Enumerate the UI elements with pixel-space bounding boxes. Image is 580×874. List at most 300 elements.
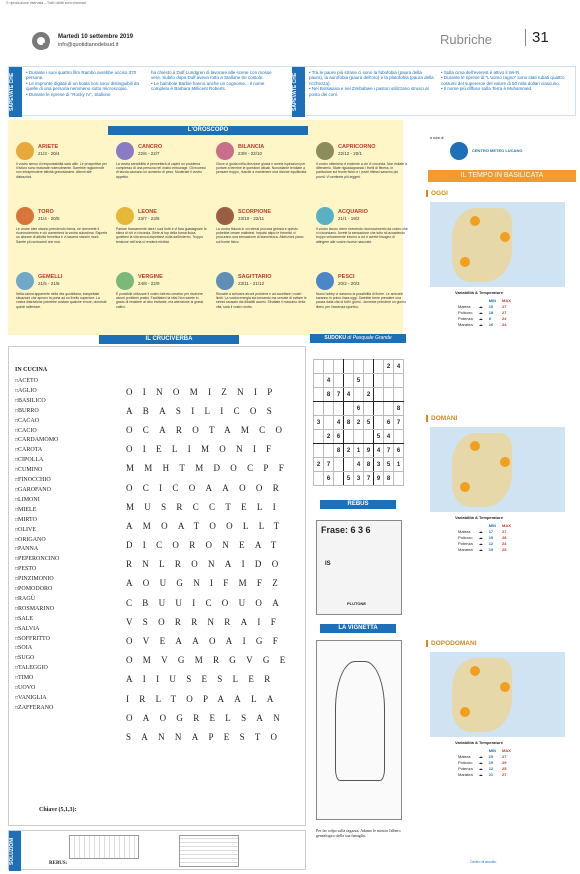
grid-row-letters: OIELIMONIF — [126, 444, 282, 455]
cartoon-title: LA VIGNETTA — [320, 624, 396, 633]
sudoku-cell[interactable]: 8 — [384, 472, 394, 486]
sudoku-cell[interactable] — [314, 472, 324, 486]
sudoku-cell[interactable] — [374, 374, 384, 388]
sudoku-cell[interactable]: 3 — [374, 458, 384, 472]
grid-row-letters: OCICOAAOOR — [126, 482, 290, 493]
sudoku-cell[interactable] — [324, 416, 334, 430]
rebus-frase: Frase: 6 3 6 — [321, 525, 371, 535]
land-area — [452, 208, 512, 282]
grid-row-letters: MUSRCCTELI — [126, 501, 287, 512]
grid-row-letters: AIIUSESLER — [126, 674, 281, 685]
temp-max: 24 — [502, 321, 507, 327]
sign-dates: 20/2 - 20/3 — [338, 281, 360, 286]
sudoku-cell[interactable]: 9 — [374, 472, 384, 486]
sudoku-cell[interactable]: 2 — [344, 444, 354, 458]
word-list-item: □ ROSMARINO — [15, 605, 59, 615]
grid-row — [121, 727, 301, 746]
weather-title: IL TEMPO IN BASILICATA — [428, 170, 576, 182]
sudoku-cell[interactable] — [364, 360, 374, 374]
sign-text: Il vostro senso di responsabilità sarà utile. Le prospettive per il futuro sono maturate notevolmente. Sarebbe ragionevole non intraprendere attività gravosissime. Attenti alle distrazioni. — [16, 162, 108, 179]
sudoku-row — [314, 472, 404, 486]
sudoku-cell[interactable] — [334, 472, 344, 486]
grid-row-letters: OCAROTAMCO — [126, 424, 293, 435]
city-name: Potenza — [458, 540, 473, 546]
sudoku-title-text: SUDOKU — [324, 335, 347, 341]
sudoku-cell[interactable]: 4 — [384, 430, 394, 444]
temp-min: 21 — [488, 771, 494, 777]
grid-row-letters: OMVGMRGVGE — [126, 655, 296, 666]
sign-name: CANCRO — [138, 144, 163, 150]
sign-dates: 23/11 - 21/12 — [238, 281, 265, 286]
sudoku-cell[interactable]: 7 — [334, 388, 344, 402]
grid-row — [121, 689, 301, 708]
sign-text: Nella calma apparente della vita quotidiana, inaspettate situazioni che aprono la porta ad un livello superiore. La vostra distrazione potrebbe costare qualche errore, dovreste quindi rallentare. — [16, 292, 107, 309]
grid-row — [121, 651, 301, 670]
word-search-title: IL CRUCIVERBA — [99, 335, 239, 344]
sudoku-cell[interactable]: 2 — [314, 458, 324, 472]
sudoku-cell[interactable]: 5 — [374, 430, 384, 444]
sudoku-cell[interactable]: 7 — [364, 472, 374, 486]
word-search-key: Chiave (5,1,3): — [39, 807, 77, 813]
temp-min: 8 — [488, 315, 491, 321]
city-name: Policoro — [458, 534, 473, 540]
sudoku-cell[interactable] — [324, 360, 334, 374]
weather-caption: Variabilità & Temperature — [455, 515, 503, 520]
sudoku-row — [314, 402, 404, 416]
word-list-item: □ CACIO — [15, 427, 59, 437]
cartoon-caption: Per far colpo sulla ragazza, Adamo le mostra l'albero genealogico della sua famiglia. — [316, 828, 401, 838]
grid-row — [121, 420, 301, 439]
temp-max: 27 — [502, 771, 507, 777]
word-list-item: □ TIMO — [15, 674, 59, 684]
word-list-item: □ PESTO — [15, 565, 59, 575]
sudoku-cell[interactable]: 8 — [364, 458, 374, 472]
fact: • Le impronte digitali di un koala non sono distinguibili da quelle di una persona nemmeno sotto microscopio. — [26, 80, 139, 92]
zodiac-vergine-icon — [116, 272, 134, 290]
sudoku-cell[interactable]: 8 — [344, 416, 354, 430]
sun-icon — [500, 682, 510, 692]
sudoku-row — [314, 416, 404, 430]
word-list-item: □ BASILICO — [15, 397, 59, 407]
sign-dates: 21/1 - 19/2 — [338, 216, 360, 221]
word-search-section — [8, 336, 306, 826]
sudoku-cell[interactable] — [354, 360, 364, 374]
grid-row — [121, 612, 301, 631]
word-list-item: □ FINOCCHIO — [15, 476, 59, 486]
weather-icon: ☁ — [478, 771, 483, 777]
sudoku-cell[interactable]: 2 — [354, 416, 364, 430]
sudoku-cell[interactable] — [374, 416, 384, 430]
sudoku-cell[interactable] — [384, 374, 394, 388]
sign-name: SCORPIONE — [238, 209, 272, 215]
sudoku-cell[interactable]: 7 — [384, 444, 394, 458]
sudoku-cell[interactable] — [334, 374, 344, 388]
sign-text: È possibile utilizzare il vostro talento creativo per risolvere alcuni problemi pratici. Facilitatevi la vita! Non sarete in grado di resistere al cibo invitante, ma attenzione ai grassi cattivi. — [116, 292, 204, 309]
min-header: MIN — [488, 297, 497, 303]
sudoku-cell[interactable]: 5 — [384, 458, 394, 472]
sudoku-cell[interactable]: 3 — [314, 416, 324, 430]
sudoku-cell[interactable]: 6 — [334, 430, 344, 444]
grid-row-letters: ABASILICOS — [126, 405, 283, 416]
sudoku-cell[interactable]: 1 — [354, 444, 364, 458]
word-list-item: □ VANIGLIA — [15, 694, 59, 704]
sudoku-cell[interactable]: 6 — [354, 402, 364, 416]
sign-dates: 23/9 - 22/10 — [238, 151, 263, 156]
city-name: Matera — [458, 303, 471, 309]
sudoku-cell[interactable]: 8 — [394, 402, 404, 416]
sudoku-cell[interactable] — [394, 472, 404, 486]
grid-row-letters: SANNAPESTO — [126, 731, 288, 742]
sudoku-cell[interactable]: 9 — [364, 444, 374, 458]
word-list-item: □ UOVO — [15, 684, 59, 694]
sudoku-title — [310, 334, 406, 343]
sudoku-cell[interactable] — [314, 374, 324, 388]
temp-min: 18 — [488, 309, 494, 315]
word-list-item: □ AGLIO — [15, 387, 59, 397]
temp-max: 27 — [502, 528, 507, 534]
sign-dates: 24/8 - 22/9 — [138, 281, 160, 286]
sapevate-che-label-2: SAPEVATE CHE — [292, 67, 305, 117]
sign-text: Giove vi guida nella direzione giusta e avrete ispirazioni per portare a termine le questioni attuali. Nonostante tendiate a pensare troppo, riuscite a mantenere una visione equilibrata. — [216, 162, 308, 175]
newspaper-logo-icon — [32, 32, 50, 50]
grid-row — [121, 459, 301, 478]
sudoku-cell[interactable]: 7 — [394, 416, 404, 430]
sudoku-row — [314, 360, 404, 374]
sudoku-row — [314, 458, 404, 472]
weather-icon: ☁ — [478, 753, 483, 759]
sudoku-row — [314, 444, 404, 458]
sign-name: TORO — [38, 209, 54, 215]
sudoku-cell[interactable]: 4 — [374, 444, 384, 458]
sudoku-cell[interactable]: 7 — [324, 458, 334, 472]
word-list-item: □ ACETO — [15, 377, 59, 387]
sudoku-cell[interactable]: 4 — [354, 458, 364, 472]
temp-max: 27 — [502, 303, 507, 309]
sudoku-cell[interactable] — [364, 430, 374, 444]
sudoku-cell[interactable]: 6 — [394, 444, 404, 458]
grid-row — [121, 631, 301, 650]
weather-sidebar — [410, 120, 576, 870]
word-list-item: □ RAGÙ — [15, 595, 59, 605]
sudoku-cell[interactable]: 5 — [344, 472, 354, 486]
grid-row-letters: RNLRONAIDO — [126, 559, 289, 570]
sudoku-cell[interactable] — [364, 374, 374, 388]
sun-icon — [460, 482, 470, 492]
sapevate-col-4 — [441, 70, 571, 92]
sudoku-cell[interactable] — [334, 458, 344, 472]
sudoku-cell[interactable]: 4 — [334, 416, 344, 430]
solutions-sudoku-thumb — [179, 835, 239, 867]
sudoku-cell[interactable]: 8 — [324, 388, 334, 402]
weather-center-name: CENTRO METEO LUCANO — [472, 148, 523, 153]
city-name: Potenza — [458, 315, 473, 321]
sudoku-cell[interactable]: 2 — [364, 388, 374, 402]
weather-icon: ☁ — [478, 309, 483, 315]
sudoku-cell[interactable]: 4 — [344, 388, 354, 402]
temperature-table — [455, 290, 514, 327]
weather-icon: ☁ — [478, 315, 483, 321]
temperature-table — [455, 740, 514, 777]
sign-text: Riuscite a schivare alcuni problemi e ad accettare i vostri limiti. La vostra energia sta tornando ma cercate di evitare le stress causato dai dibattiti accesi. Sfruttate il massimo della vita, sarà il vostro motto. — [216, 292, 307, 309]
word-list-item: □ POMODORO — [15, 585, 59, 595]
weather-day-label: DOMANI — [426, 415, 576, 422]
word-list-item: □ PEPERONCINO — [15, 555, 59, 565]
weather-row — [455, 771, 514, 777]
sign-text: Parlare francamente darà i suoi frutti e vi farà guadagnare la stima di chi vi circonda. Siete al top della forma fisica, godetevi la vita senza aspettarvi nulla dall'esterno. Troppo tensione nell'aria vi renderà elettrici. — [116, 227, 207, 244]
sudoku-cell[interactable] — [374, 388, 384, 402]
fact: • Durante i suoi quattro film Rambo avrebbe ucciso 370 persone. — [26, 70, 137, 81]
word-search-theme: IN CUCINA — [15, 367, 48, 373]
zodiac-sagittario-icon — [216, 272, 234, 290]
rebus-title: REBUS — [320, 500, 396, 509]
grid-row — [121, 536, 301, 555]
weather-icon: ☁ — [478, 534, 483, 540]
issue-date: Martedì 10 settembre 2019 — [58, 34, 134, 40]
zodiac-toro-icon — [16, 207, 34, 225]
sudoku-cell[interactable] — [354, 388, 364, 402]
sudoku-cell[interactable] — [314, 402, 324, 416]
fact: • Sulla cima dell'everest è attivo il Wi-Fi. — [441, 70, 521, 75]
city-name: Matera — [458, 753, 471, 759]
sudoku-cell[interactable]: 2 — [324, 430, 334, 444]
sudoku-cell[interactable] — [334, 360, 344, 374]
sudoku-cell[interactable]: 4 — [394, 360, 404, 374]
sudoku-row — [314, 388, 404, 402]
sudoku-cell[interactable] — [314, 360, 324, 374]
city-name: Matera — [458, 528, 471, 534]
city-name: Potenza — [458, 765, 473, 771]
sudoku-cell[interactable]: 6 — [324, 472, 334, 486]
weather-row — [455, 546, 514, 552]
sudoku-cell[interactable] — [344, 458, 354, 472]
cartoon-picture — [316, 640, 402, 820]
weather-icon: ☁ — [478, 303, 483, 309]
sun-icon — [470, 441, 480, 451]
sudoku-cell[interactable] — [394, 430, 404, 444]
max-header: MAX — [502, 747, 511, 753]
sudoku-cell[interactable] — [344, 374, 354, 388]
word-list-item: □ SOFFRITTO — [15, 635, 59, 645]
basilicata-map — [430, 652, 565, 737]
sudoku-cell[interactable]: 2 — [384, 360, 394, 374]
sapevate-che-label: SAPEVATE CHE — [9, 67, 22, 117]
rebus-letters-2: PLUTONE — [347, 601, 367, 606]
contact-email[interactable]: info@quotidianodelsud.it — [58, 42, 119, 48]
word-list-item: □ SALE — [15, 615, 59, 625]
weather-day-label: OGGI — [426, 190, 576, 197]
page-number: 31 — [525, 29, 549, 46]
section-title: Rubriche — [440, 32, 493, 47]
word-list-item: □ CARDAMOMO — [15, 436, 59, 446]
cartoon-section — [310, 624, 406, 869]
zodiac-scorpione-icon — [216, 207, 234, 225]
sudoku-cell[interactable] — [384, 388, 394, 402]
sudoku-cell[interactable] — [314, 430, 324, 444]
grid-row — [121, 708, 301, 727]
word-list-item: □ GAROFANO — [15, 486, 59, 496]
rebus-picture — [316, 520, 402, 615]
sign-text: Il vostro ottimismo è evidente a chi vi circonda. Non esitate a difenderlo. State riguadagnando i livelli di fitness, in particolare sul fronte fisico e i vostri riflessi saranno più pronti. Vi sentirete più leggeri. — [316, 162, 408, 179]
weather-caption: Variabilità & Temperature — [455, 740, 503, 745]
sign-name: BILANCIA — [238, 144, 265, 150]
zodiac-acquario-icon — [316, 207, 334, 225]
solutions-section — [8, 830, 306, 870]
sudoku-cell[interactable] — [324, 402, 334, 416]
fact: • Durante le riprese di "Rocky IV", Stallone — [26, 91, 111, 97]
weather-icon: ☁ — [478, 528, 483, 534]
sudoku-cell[interactable] — [374, 402, 384, 416]
basilicata-map — [430, 427, 565, 512]
weather-icon: ☁ — [478, 540, 483, 546]
sign-name: SAGITTARIO — [238, 274, 272, 280]
sudoku-cell[interactable] — [344, 430, 354, 444]
city-name: Policoro — [458, 759, 473, 765]
grid-row-letters: AMOATOOLLT — [126, 520, 290, 531]
sudoku-cell[interactable]: 3 — [354, 472, 364, 486]
weather-credit: a cura di — [430, 136, 444, 140]
basilicata-map — [430, 202, 565, 287]
temp-max: 28 — [502, 534, 507, 540]
grid-row — [121, 670, 301, 689]
solutions-title: SOLUZIONI — [9, 831, 21, 871]
word-list-item: □ CAROTA — [15, 446, 59, 456]
temp-min: 16 — [488, 321, 494, 327]
city-name: Policoro — [458, 309, 473, 315]
sun-icon — [470, 216, 480, 226]
sun-icon — [470, 666, 480, 676]
grid-row — [121, 382, 301, 401]
word-list-item: □ CIPOLLA — [15, 456, 59, 466]
temp-max: 25 — [502, 765, 507, 771]
max-header: MAX — [502, 297, 511, 303]
sapevate-che-box — [8, 66, 576, 116]
word-search-grid — [121, 382, 301, 747]
grid-row — [121, 555, 301, 574]
zodiac-gemelli-icon — [16, 272, 34, 290]
fact: ha chiesto a Dolf Lundgren di lavorare alle scene con mosse vere. Subito dopo Dolf aveva rotto a Stallone tre costole. — [151, 70, 272, 81]
copyright-note: © riproduzione riservata – Tutti i diritti sono riservati — [6, 1, 86, 5]
temp-max: 24 — [502, 315, 507, 321]
word-list-item: □ TALEGGIO — [15, 664, 59, 674]
sudoku-cell[interactable]: 4 — [324, 374, 334, 388]
sudoku-cell[interactable] — [374, 360, 384, 374]
sudoku-cell[interactable] — [334, 402, 344, 416]
city-name: Maratea — [458, 546, 473, 552]
temp-max: 27 — [502, 309, 507, 315]
fact: • Durante le riprese di "L'uomo ragno" sono stati rubati quattro costumi del supereroe del valore di 50 mila dollari ciascuno. — [441, 75, 565, 86]
sapevate-col-3 — [309, 70, 434, 97]
word-list — [15, 377, 59, 714]
sudoku-cell[interactable]: 5 — [354, 374, 364, 388]
temp-min: 19 — [488, 546, 494, 552]
grid-row-letters: OINOMIZNIP — [126, 386, 283, 397]
weather-icon: ☁ — [478, 759, 483, 765]
solutions-rebus-label: REBUS: — [49, 861, 68, 866]
sudoku-cell[interactable] — [394, 388, 404, 402]
sudoku-grid — [313, 359, 404, 486]
sign-dates: 22/12 - 20/1 — [338, 151, 363, 156]
sudoku-cell[interactable]: 8 — [334, 444, 344, 458]
temp-min: 12 — [488, 765, 494, 771]
word-list-item: □ CACAO — [15, 417, 59, 427]
sudoku-cell[interactable] — [344, 360, 354, 374]
sudoku-cell[interactable] — [354, 430, 364, 444]
sign-name: CAPRICORNO — [338, 144, 376, 150]
zodiac-leone-icon — [116, 207, 134, 225]
sudoku-section — [310, 335, 406, 496]
sign-dates: 22/6 - 22/7 — [138, 151, 160, 156]
temp-max: 29 — [502, 759, 507, 765]
sudoku-cell[interactable] — [364, 402, 374, 416]
fact: • Il nome più diffuso sulla Terra è Muhammed. — [441, 86, 533, 92]
sudoku-author: di Pasquale Grande — [347, 335, 392, 341]
sign-name: LEONE — [138, 209, 157, 215]
sudoku-cell[interactable] — [324, 444, 334, 458]
sun-icon — [460, 257, 470, 267]
sign-name: ACQUARIO — [338, 209, 368, 215]
sign-dates: 23/10 - 22/11 — [238, 216, 265, 221]
sign-text: La vostra fiducia in voi stessi provoca gelosia e questo potrebbe creare malintesi. Impulsi atipici e frenetici vi procurano una sensazione di stanchezza. Attenzioni piano sul fronte fisico. — [216, 227, 304, 244]
min-header: MIN — [488, 747, 497, 753]
grid-row-letters: DICORONEAT — [126, 540, 287, 551]
sign-name: VERGINE — [138, 274, 163, 280]
zodiac-bilancia-icon — [216, 142, 234, 160]
temp-min: 15 — [488, 303, 494, 309]
word-list-item: □ PANNA — [15, 545, 59, 555]
centro-meteo-logo-icon — [450, 142, 468, 160]
sign-dates: 21/5 - 21/6 — [38, 281, 60, 286]
word-list-item: □ CUMINO — [15, 466, 59, 476]
sun-icon — [500, 232, 510, 242]
grid-row-letters: CBUUICOUOA — [126, 597, 290, 608]
sign-dates: 21/4 - 20/5 — [38, 216, 60, 221]
sudoku-cell[interactable] — [384, 402, 394, 416]
zodiac-ariete-icon — [16, 142, 34, 160]
sudoku-cell[interactable] — [314, 388, 324, 402]
temp-min: 17 — [488, 528, 494, 534]
sign-dates: 21/3 - 20/4 — [38, 151, 60, 156]
horoscope-title: L'OROSCOPO — [108, 126, 308, 135]
sudoku-cell[interactable] — [394, 374, 404, 388]
grid-row — [121, 401, 301, 420]
word-list-item: □ PINZIMONIO — [15, 575, 59, 585]
word-list-item: □ BURRO — [15, 407, 59, 417]
sudoku-row — [314, 374, 404, 388]
grid-row-letters: AOUGNIFMFZ — [126, 578, 289, 589]
weather-footer: Centro di ascolto — [470, 860, 497, 864]
sign-text: Nuovi hobby vi daranno la possibilità di fiorire. Le amicizie saranno in primo linea oggi. Sarebbe bene prendere una pausa dalla vita di tutti i giorni - dovreste prendere un giorno libero per l'assenza sportivo. — [316, 292, 407, 309]
word-list-item: □ SOIA — [15, 644, 59, 654]
horoscope-section — [8, 120, 408, 335]
sudoku-cell[interactable] — [344, 402, 354, 416]
grid-row — [121, 497, 301, 516]
grid-row-letters: OVEAAOAIGF — [126, 636, 288, 647]
sudoku-cell[interactable] — [314, 444, 324, 458]
sapevate-col-2 — [151, 70, 276, 92]
sudoku-cell[interactable]: 1 — [394, 458, 404, 472]
zodiac-capricorno-icon — [316, 142, 334, 160]
sudoku-cell[interactable]: 5 — [364, 416, 374, 430]
sudoku-row — [314, 430, 404, 444]
temp-min: 12 — [488, 540, 494, 546]
temp-max: 24 — [502, 540, 507, 546]
land-area — [452, 433, 512, 507]
grid-row — [121, 593, 301, 612]
grid-row-letters: IRLTOPAALA — [126, 693, 284, 704]
sudoku-cell[interactable]: 6 — [384, 416, 394, 430]
grid-row — [121, 440, 301, 459]
grid-row-letters: MMHTMDOCPF — [126, 463, 295, 474]
